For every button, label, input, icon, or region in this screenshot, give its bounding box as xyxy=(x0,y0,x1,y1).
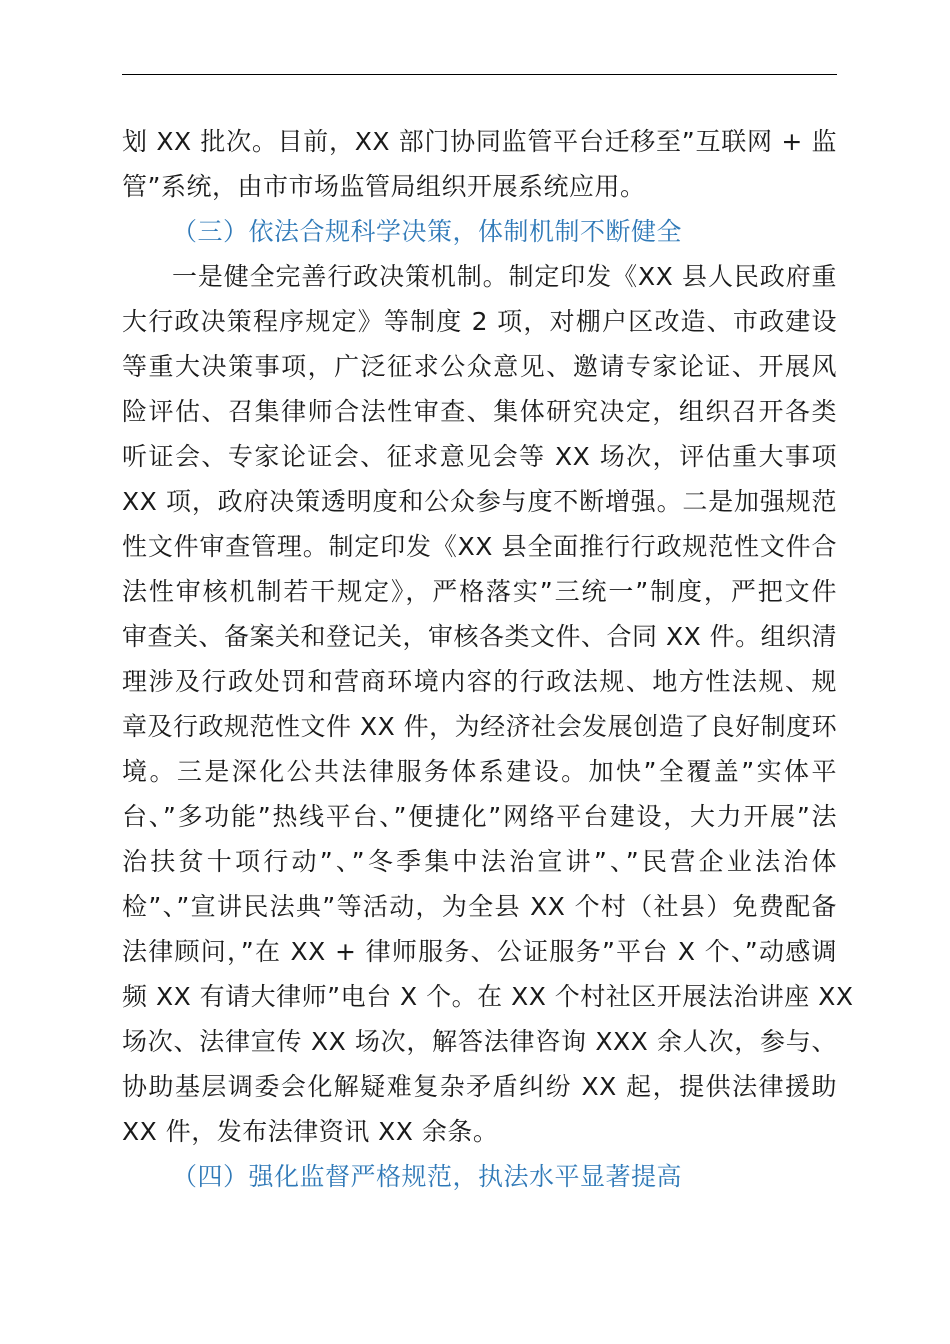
body-text-line: 理涉及行政处罚和营商环境内容的行政法规、地方性法规、规 xyxy=(122,667,837,696)
body-text-line: XX 项，政府决策透明度和公众参与度不断增强。二是加强规范 xyxy=(122,487,837,516)
body-text-line: 等重大决策事项，广泛征求公众意见、邀请专家论证、开展风 xyxy=(122,352,837,381)
body-text-line: 听证会、专家论证会、征求意见会等 XX 场次，评估重大事项 xyxy=(122,442,837,471)
body-text-line: 场次、法律宣传 XX 场次，解答法律咨询 XXX 余人次，参与、 xyxy=(122,1027,837,1056)
body-text-line: 频 XX 有请大律师”电台 X 个。在 XX 个村社区开展法治讲座 XX xyxy=(122,982,854,1011)
body-text-line: 险评估、召集律师合法性审查、集体研究决定，组织召开各类 xyxy=(122,397,837,426)
body-text-line: 法律顾问，”在 XX + 律师服务、公证服务”平台 X 个、”动感调 xyxy=(122,937,837,966)
body-text-line: 检”、”宣讲民法典”等活动，为全县 XX 个村（社县）免费配备 xyxy=(122,892,837,921)
body-text-line: 审查关、备案关和登记关，审核各类文件、合同 XX 件。组织清 xyxy=(122,622,838,651)
body-text-line: 大行政决策程序规定》等制度 2 项，对棚户区改造、市政建设 xyxy=(122,307,837,336)
body-text-line: 一是健全完善行政决策机制。制定印发《XX 县人民政府重 xyxy=(172,262,837,291)
body-text-line: 管”系统，由市市场监管局组织开展系统应用。 xyxy=(122,172,646,201)
body-text-line: 境。三是深化公共法律服务体系建设。加快”全覆盖”实体平 xyxy=(122,757,837,786)
body-text-line: 治扶贫十项行动”、”冬季集中法治宣讲”、”民营企业法治体 xyxy=(122,847,837,876)
body-text-line: XX 件，发布法律资讯 XX 余条。 xyxy=(122,1117,499,1146)
body-text-line: 协助基层调委会化解疑难复杂矛盾纠纷 XX 起，提供法律援助 xyxy=(122,1072,837,1101)
body-text-line: 性文件审查管理。制定印发《XX 县全面推行行政规范性文件合 xyxy=(122,532,837,561)
header-rule xyxy=(122,74,837,75)
section-heading-4: （四）强化监督严格规范，执法水平显著提高 xyxy=(172,1162,683,1191)
body-text-line: 法性审核机制若干规定》，严格落实”三统一”制度，严把文件 xyxy=(122,577,837,606)
body-text-line: 台、”多功能”热线平台、”便捷化”网络平台建设，大力开展”法 xyxy=(122,802,837,831)
body-text-line: 划 XX 批次。目前，XX 部门协同监管平台迁移至”互联网 + 监 xyxy=(122,127,837,156)
body-text-line: 章及行政规范性文件 XX 件，为经济社会发展创造了良好制度环 xyxy=(122,712,838,741)
section-heading-3: （三）依法合规科学决策，体制机制不断健全 xyxy=(172,217,683,246)
